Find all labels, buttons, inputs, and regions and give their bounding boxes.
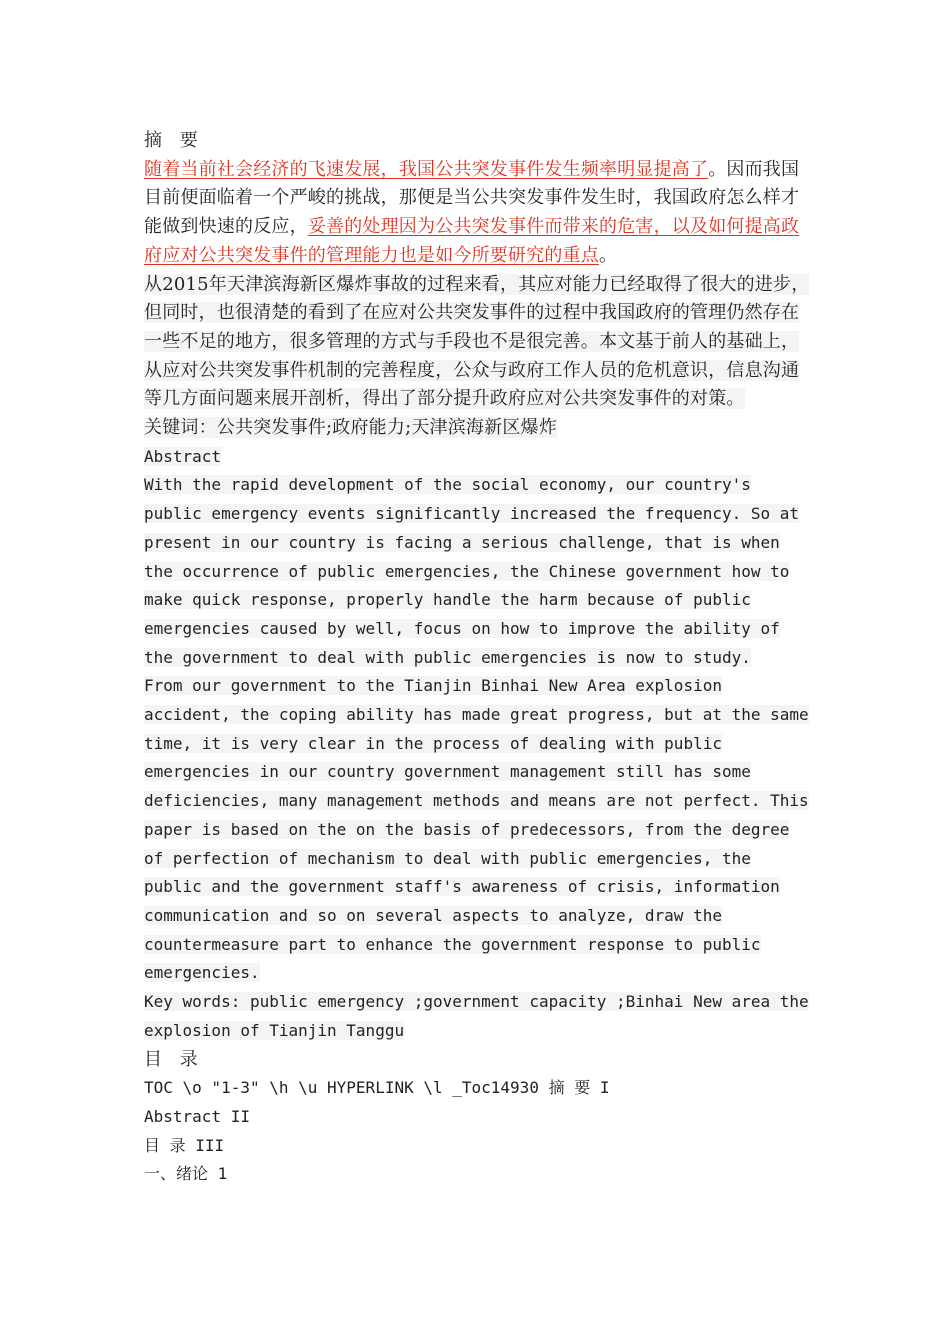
abstract-cn-text-end: 。: [599, 244, 618, 266]
line-text: With the rapid development of the social economy, our country's: [144, 475, 751, 495]
abstract-cn-text: 。因而我国目前便面临着一个严峻的挑战，那便是当公共突发事件发生时，我国政府怎么样才能做到快速的反应，: [144, 158, 800, 238]
toc-entry-abstract[interactable]: Abstract II: [144, 1106, 250, 1126]
line-text: time, it is very clear in the process of dealing with public: [144, 733, 722, 753]
abstract-en-line: [144, 902, 814, 931]
abstract-en-line: [144, 931, 814, 960]
line-text: the government to deal with public emergencies is now to study.: [144, 647, 751, 667]
abstract-en-line: [144, 701, 814, 730]
line-text: countermeasure part to enhance the government response to public: [144, 934, 761, 954]
abstract-en-line: [144, 500, 814, 529]
line-text: From our government to the Tianjin Binhai New Area explosion: [144, 676, 722, 696]
abstract-en-line: [144, 615, 814, 644]
line-text: deficiencies, many management methods and means are not perfect. This: [144, 791, 809, 811]
toc-entries: [144, 1103, 814, 1189]
abstract-en-line: [144, 644, 814, 673]
abstract-cn-paragraph-2-text: 从2015年天津滨海新区爆炸事故的过程来看，其应对能力已经取得了很大的进步，但同时，也很清楚的看到了在应对公共突发事件的过程中我国政府的管理仍然存在一些不足的地方，很多管理的方式与手段也不是很完善。本文基于前人的基础上，从应对公共突发事件机制的完善程度，公众与政府工作人员的危机意识，信息沟通等几方面问题来展开剖析，得出了部分提升政府应对公共突发事件的对策。: [144, 273, 810, 410]
line-text: accident, the coping ability has made great progress, but at the same: [144, 705, 809, 725]
abstract-en-line: [144, 558, 814, 587]
abstract-en-keywords: [144, 988, 814, 1045]
line-text: the occurrence of public emergencies, the Chinese government how to: [144, 561, 790, 581]
abstract-cn-paragraph-1: [144, 156, 814, 271]
highlighted-sentence-1: 随着当前社会经济的飞速发展，我国公共突发事件发生频率明显提高了: [144, 158, 709, 180]
line-text: emergencies.: [144, 963, 260, 983]
abstract-cn-paragraph-2: [144, 271, 814, 415]
abstract-en-line: [144, 672, 814, 701]
abstract-en-heading-text: Abstract: [144, 446, 222, 466]
abstract-en-line: [144, 730, 814, 759]
toc-entry-introduction[interactable]: 一、绪论 1: [144, 1164, 228, 1184]
abstract-en-line: [144, 586, 814, 615]
line-text: communication and so on several aspects to analyze, draw the: [144, 905, 722, 925]
abstract-en-heading: [144, 443, 814, 472]
highlighted-sentence-2: 妥善的处理因为公共突发事件而带来的危害，以及如何提高政府应对公共突发事件的管理能力也是如今所要研究的重点: [144, 216, 800, 266]
abstract-en-line: [144, 873, 814, 902]
toc-heading: 目 录: [144, 1048, 204, 1070]
toc-entry-contents[interactable]: 目 录 III: [144, 1135, 225, 1155]
abstract-en-line: [144, 787, 814, 816]
line-text: public emergency events significantly increased the frequency. So at: [144, 504, 800, 524]
line-text: emergencies in our country government management still has some: [144, 762, 751, 782]
keywords-cn-text: 关键词：公共突发事件;政府能力;天津滨海新区爆炸: [144, 417, 557, 439]
line-text: explosion of Tianjin Tanggu: [144, 1020, 405, 1040]
keywords-en-line: [144, 1017, 814, 1046]
abstract-cn-heading: 摘 要: [144, 130, 204, 151]
keywords-en-line: [144, 988, 814, 1017]
line-text: paper is based on the on the basis of predecessors, from the degree: [144, 819, 790, 839]
abstract-en-line: [144, 471, 814, 500]
abstract-en-line: [144, 529, 814, 558]
abstract-en-body: [144, 471, 814, 988]
line-text: make quick response, properly handle the harm because of public: [144, 590, 751, 610]
line-text: public and the government staff's awareness of crisis, information: [144, 877, 780, 897]
abstract-en-line: [144, 816, 814, 845]
line-text: present in our country is facing a serious challenge, that is when: [144, 532, 780, 552]
abstract-en-line: [144, 758, 814, 787]
line-text: of perfection of mechanism to deal with public emergencies, the: [144, 848, 751, 868]
document-page: [144, 127, 814, 1189]
line-text: Key words: public emergency ;government capacity ;Binhai New area the: [144, 992, 809, 1012]
abstract-en-line: [144, 845, 814, 874]
toc-field-line: TOC \o "1-3" \h \u HYPERLINK \l _Toc14930 摘 要 I: [144, 1078, 610, 1098]
abstract-en-line: [144, 959, 814, 988]
line-text: emergencies caused by well, focus on how to improve the ability of: [144, 618, 780, 638]
abstract-cn-keywords: [144, 414, 814, 443]
